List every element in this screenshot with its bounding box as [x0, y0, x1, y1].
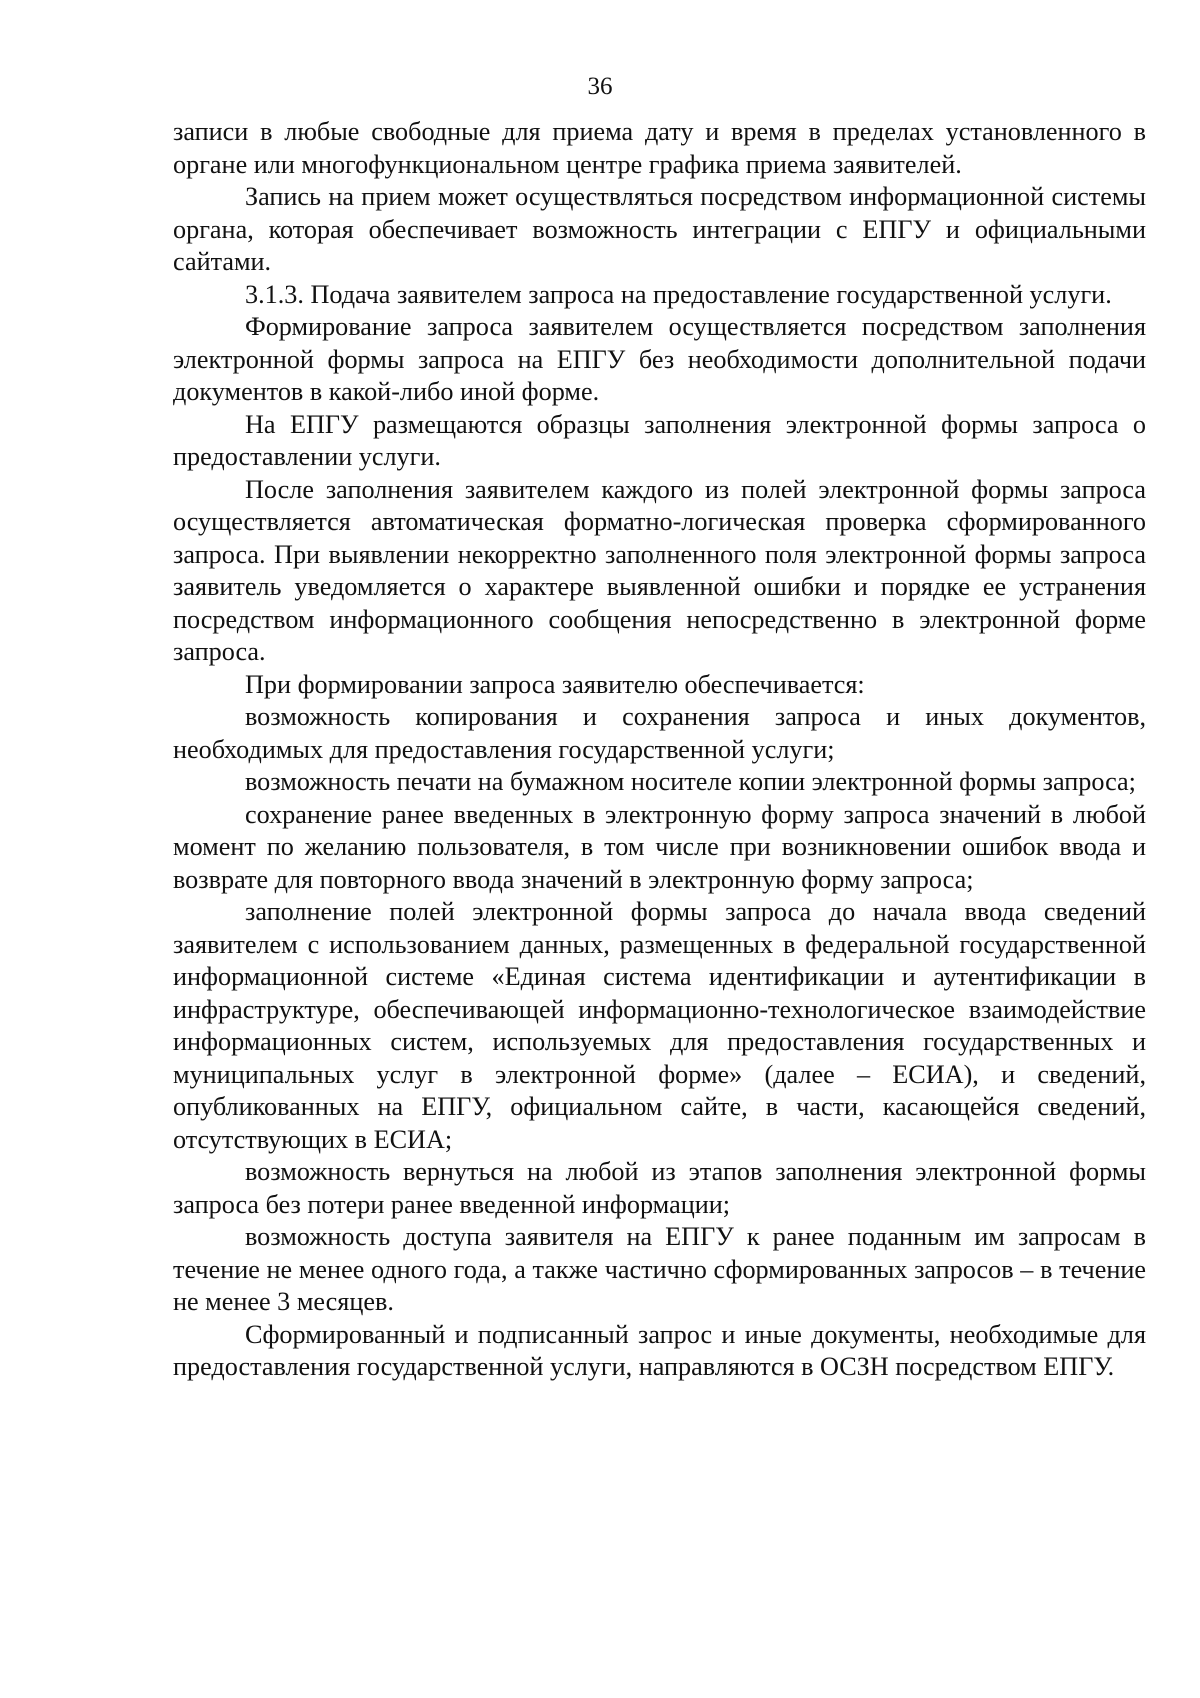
section-heading-3-1-3: 3.1.3. Подача заявителем запроса на предоставление государственной услуги.: [245, 279, 1112, 309]
paragraph-request-formation: Формирование запроса заявителем осуществляется посредством заполнения электронной формы запроса на ЕПГУ без необходимости дополнительной подачи документов в какой-либо иной форме.: [173, 312, 1146, 406]
list-item-esia-prefill: заполнение полей электронной формы запроса до начала ввода сведений заявителем с использованием данных, размещенных в федеральной государственной информационной системе «Единая система идентификации и аутентификации в инфраструктуре, обеспечивающей информационно-технологическое взаимодействие информационных систем, используемых для предоставления государственных и муниципальных услуг в электронной форме» (далее – ЕСИА), и сведений, опубликованных на ЕПГУ, официальном сайте, в части, касающейся сведений, отсутствующих в ЕСИА;: [173, 897, 1146, 1154]
document-body: [173, 116, 1146, 1384]
paragraph-submission: Сформированный и подписанный запрос и иные документы, необходимые для предоставления государственной услуги, направляются в ОСЗН посредством ЕПГУ.: [173, 1319, 1146, 1381]
paragraph-continuation: записи в любые свободные для приема дату и время в пределах установленного в органе или многофункциональном центре графика приема заявителей.: [173, 117, 1146, 179]
paragraph-form-samples: На ЕПГУ размещаются образцы заполнения электронной формы запроса о предоставлении услуги.: [173, 409, 1146, 471]
page-number: 36: [587, 73, 613, 100]
paragraph-provision-intro: При формировании запроса заявителю обеспечивается:: [245, 669, 865, 699]
list-item-save-values: сохранение ранее введенных в электронную форму запроса значений в любой момент по желанию пользователя, в том числе при возникновении ошибок ввода и возврате для повторного ввода значений в электронную форму запроса;: [173, 799, 1146, 894]
list-item-print: возможность печати на бумажном носителе копии электронной формы запроса;: [245, 767, 1136, 796]
paragraph-appointment-system: Запись на прием может осуществляться посредством информационной системы органа, которая обеспечивает возможность интеграции с ЕПГУ и официальными сайтами.: [173, 182, 1146, 276]
list-item-access-history: возможность доступа заявителя на ЕПГУ к ранее поданным им запросам в течение не менее одного года, а также частично сформированных запросов – в течение не менее 3 месяцев.: [173, 1222, 1146, 1316]
list-item-return-step: возможность вернуться на любой из этапов заполнения электронной формы запроса без потери ранее введенной информации;: [173, 1157, 1146, 1219]
paragraph-format-check: После заполнения заявителем каждого из полей электронной формы запроса осуществляется автоматическая форматно-логическая проверка сформированного запроса. При выявлении некорректно заполненного поля электронной формы запроса заявитель уведомляется о характере выявленной ошибки и порядке ее устранения посредством информационного сообщения непосредственно в электронной форме запроса.: [173, 474, 1146, 666]
list-item-copy-save: возможность копирования и сохранения запроса и иных документов, необходимых для предоставления государственной услуги;: [173, 702, 1146, 764]
